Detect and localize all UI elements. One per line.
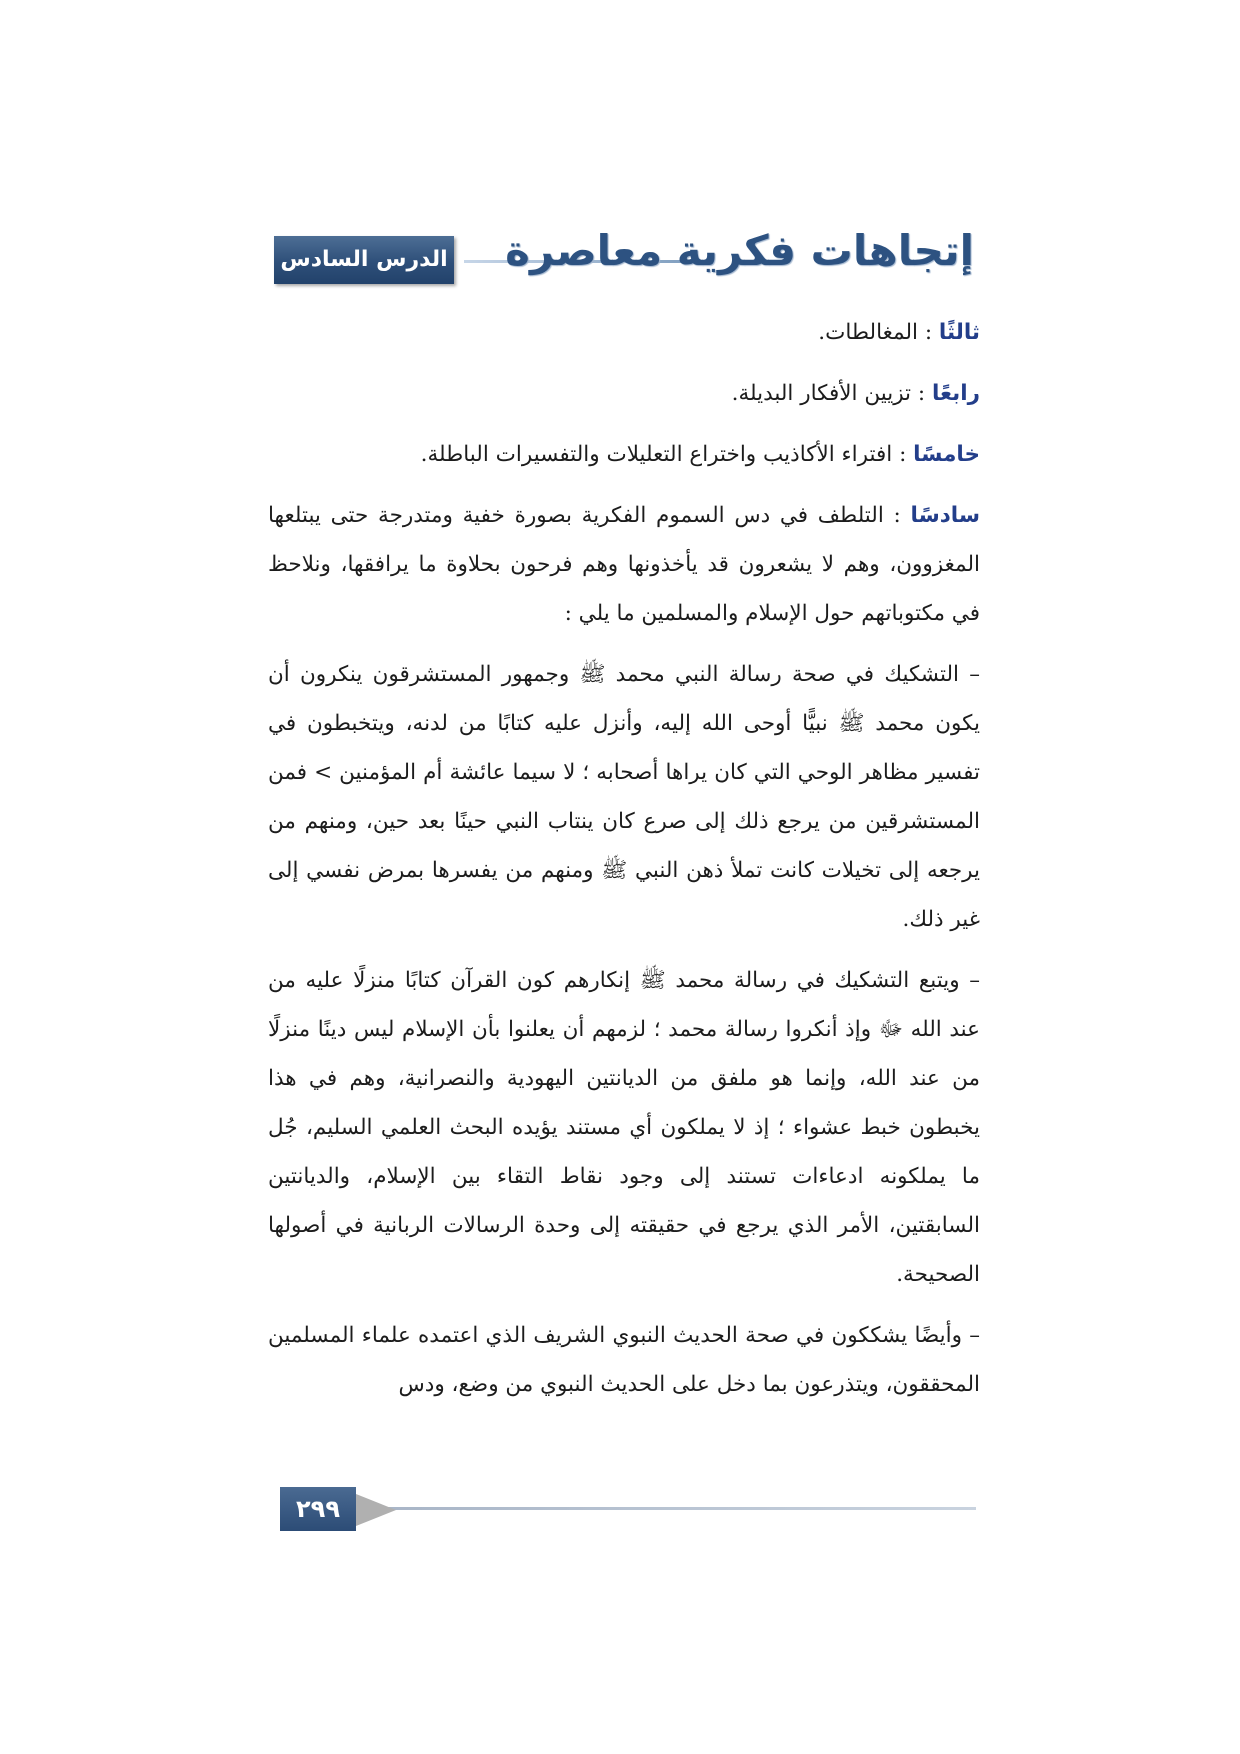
- item-label: خامسًا: [913, 442, 980, 467]
- body-paragraph: – وأيضًا يشككون في صحة الحديث النبوي الشريف الذي اعتمده علماء المسلمين المحققون، ويتذرعون بما دخل على الحديث النبوي من وضع، ودس: [268, 1323, 980, 1397]
- page-number: ٢٩٩: [280, 1487, 356, 1531]
- page-body: [268, 308, 980, 1421]
- footer-divider: [356, 1507, 976, 1510]
- item-text: افتراء الأكاذيب واختراع التعليلات والتفسيرات الباطلة.: [420, 442, 893, 467]
- page-header: [274, 226, 974, 320]
- list-item: خامسًا : افتراء الأكاذيب واختراع التعليلات والتفسيرات الباطلة.: [420, 442, 980, 467]
- list-item: رابعًا : تزيين الأفكار البديلة.: [731, 381, 980, 406]
- item-text: تزيين الأفكار البديلة.: [731, 381, 912, 406]
- item-text: التلطف في دس السموم الفكرية بصورة خفية ومتدرجة حتى يبتلعها المغزوون، وهم لا يشعرون قد يأخذونها وهم فرحون بحلاوة ما يرافقها، ونلاحظ في مكتوباتهم حول الإسلام والمسلمين ما يلي :: [268, 503, 980, 626]
- list-item: سادسًا : التلطف في دس السموم الفكرية بصورة خفية ومتدرجة حتى يبتلعها المغزوون، وهم لا يشعرون قد يأخذونها وهم فرحون بحلاوة ما يرافقها، ونلاحظ في مكتوباتهم حول الإسلام والمسلمين ما يلي :: [268, 503, 980, 626]
- body-paragraph: – التشكيك في صحة رسالة النبي محمد ﷺ وجمهور المستشرقون ينكرون أن يكون محمد ﷺ نبيًّا أوحى الله إليه، وأنزل عليه كتابًا من لدنه، ويتخبطون في تفسير مظاهر الوحي التي كان يراها أصحابه ؛ لا سيما عائشة أم المؤمنين > فمن المستشرقين من يرجع ذلك إلى صرع كان ينتاب النبي حينًا بعد حين، ومنهم من يرجعه إلى تخيلات كانت تملأ ذهن النبي ﷺ ومنهم من يفسرها بمرض نفسي إلى غير ذلك.: [268, 662, 980, 932]
- chapter-title: إتجاهات فكرية معاصرة: [505, 226, 974, 275]
- item-label: رابعًا: [931, 381, 980, 406]
- item-label: ثالثًا: [938, 320, 980, 345]
- list-item: ثالثًا : المغالطات.: [818, 320, 980, 345]
- body-paragraph: – ويتبع التشكيك في رسالة محمد ﷺ إنكارهم كون القرآن كتابًا منزلًا عليه من عند الله ﷻ وإذ أنكروا رسالة محمد ؛ لزمهم أن يعلنوا بأن الإسلام ليس دينًا منزلًا من عند الله، وإنما هو ملفق من الديانتين اليهودية والنصرانية، وهم في هذا يخبطون خبط عشواء ؛ إذ لا يملكون أي مستند يؤيده البحث العلمي السليم، جُل ما يملكونه ادعاءات تستند إلى وجود نقاط التقاء بين الإسلام، والديانتين السابقتين، الأمر الذي يرجع في حقيقته إلى وحدة الرسالات الربانية في أصولها الصحيحة.: [268, 968, 980, 1287]
- lesson-badge: الدرس السادس عشر: [274, 236, 454, 284]
- footer-wedge: [356, 1494, 396, 1526]
- item-text: المغالطات.: [818, 320, 918, 345]
- item-label: سادسًا: [910, 503, 980, 528]
